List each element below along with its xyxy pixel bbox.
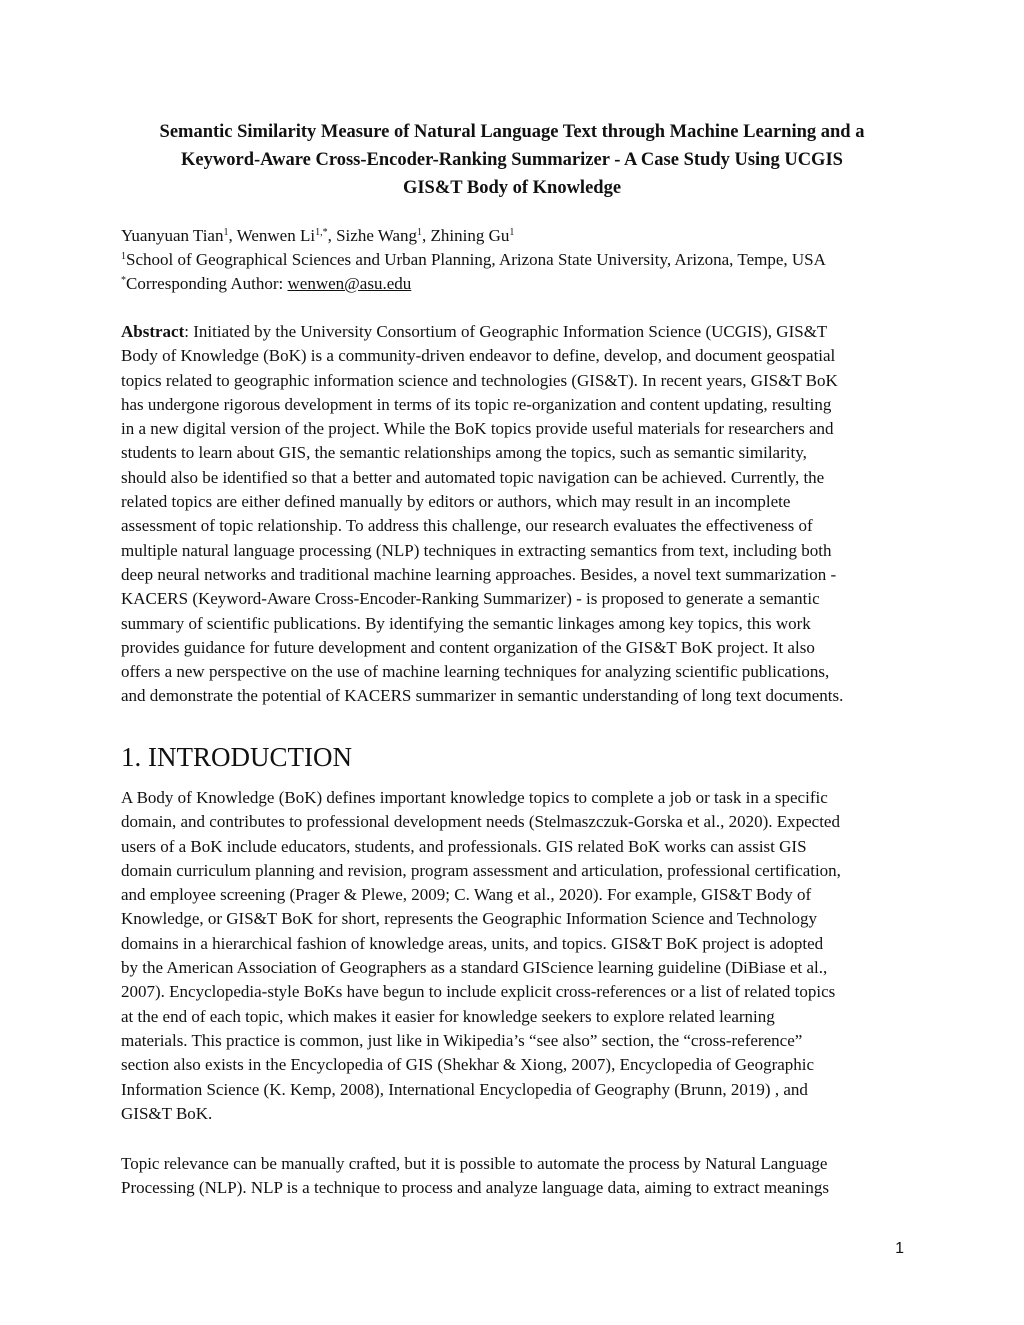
body-line: Knowledge, or GIS&T BoK for short, represents the Geographic Information Science and Technology <box>121 909 817 929</box>
body-line: users of a BoK include educators, students, and professionals. GIS related BoK works can assist GIS <box>121 836 807 856</box>
intro-paragraph-1 <box>121 786 921 1126</box>
body-line: Topic relevance can be manually crafted, but it is possible to automate the process by Natural Language <box>121 1154 828 1173</box>
abstract-line: assessment of topic relationship. To address this challenge, our research evaluates the effectiveness of <box>121 516 813 536</box>
corresponding-label: Corresponding Author: <box>126 274 288 293</box>
affiliation-marker: 1 <box>223 227 229 238</box>
body-line: at the end of each topic, which makes it easier for knowledge seekers to explore related learning <box>121 1006 775 1026</box>
body-line: Processing (NLP). NLP is a technique to process and analyze language data, aiming to extract meanings <box>121 1178 829 1198</box>
author-list <box>121 224 921 248</box>
affiliation-marker: 1 <box>417 227 423 238</box>
corresponding-marker: * <box>121 275 126 286</box>
body-line: section also exists in the Encyclopedia of GIS (Shekhar & Xiong, 2007), Encyclopedia of Geographic <box>121 1055 815 1075</box>
author-name: , Wenwen Li <box>228 226 316 245</box>
abstract-line: related topics are either defined manually by editors or authors, which may result in an incomplete <box>121 492 791 512</box>
page-number: 1 <box>895 1240 904 1257</box>
body-line: materials. This practice is common, just like in Wikipedia’s “see also” section, the “cross-reference” <box>121 1030 803 1050</box>
affiliation-marker: 1,* <box>315 227 328 238</box>
author-name: , Zhining Gu <box>422 226 510 245</box>
abstract-line: summary of scientific publications. By identifying the semantic linkages among key topics, this work <box>121 613 811 633</box>
section-heading: 1. INTRODUCTION <box>121 742 352 772</box>
title-line: GIS&T Body of Knowledge <box>402 178 622 198</box>
affiliation-text: School of Geographical Sciences and Urban Planning, Arizona State University, Arizona, Tempe, USA <box>126 250 826 269</box>
author-block <box>121 224 921 296</box>
email-link[interactable]: wenwen@asu.edu <box>287 274 412 293</box>
affiliation-marker: 1 <box>509 227 515 238</box>
intro-paragraph-2 <box>121 1152 921 1201</box>
title-line: Semantic Similarity Measure of Natural Language Text through Machine Learning and a <box>159 122 865 142</box>
abstract-line: students to learn about GIS, the semantic relationships among the topics, such as semantic similarity, <box>121 443 807 463</box>
abstract-line: has undergone rigorous development in terms of its topic re-organization and content updating, resulting <box>121 394 832 414</box>
body-line: and employee screening (Prager & Plewe, 2009; C. Wang et al., 2020). For example, GIS&T Body of <box>121 885 812 905</box>
body-line: domains in a hierarchical fashion of knowledge areas, units, and topics. GIS&T BoK project is adopted <box>121 933 824 953</box>
body-line: domain curriculum planning and revision, program assessment and articulation, professional certification, <box>121 860 841 880</box>
abstract-label: Abstract <box>121 322 185 341</box>
corresponding-author-line <box>121 272 921 296</box>
abstract-line: KACERS (Keyword-Aware Cross-Encoder-Ranking Summarizer) - is proposed to generate a semantic <box>121 589 820 609</box>
abstract-line: in a new digital version of the project. While the BoK topics provide useful materials for researchers and <box>121 419 834 439</box>
body-line: A Body of Knowledge (BoK) defines important knowledge topics to complete a job or task in a specific <box>121 788 828 807</box>
title-line: Keyword-Aware Cross-Encoder-Ranking Summarizer - A Case Study Using UCGIS <box>181 150 843 170</box>
abstract-line <box>121 320 921 344</box>
body-line: GIS&T BoK. <box>121 1103 213 1123</box>
body-line: 2007). Encyclopedia-style BoKs have begun to include explicit cross-references or a list of related topics <box>121 982 836 1002</box>
paper-title <box>100 118 924 202</box>
abstract-line: Body of Knowledge (BoK) is a community-driven endeavor to define, develop, and document geospatial <box>121 346 836 366</box>
abstract-line: provides guidance for future development and content organization of the GIS&T BoK project. It also <box>121 637 815 657</box>
body-line: Information Science (K. Kemp, 2008), International Encyclopedia of Geography (Brunn, 2019) , and <box>121 1079 808 1099</box>
author-name: Yuanyuan Tian <box>121 226 224 245</box>
abstract <box>121 320 921 709</box>
author-name: , Sizhe Wang <box>327 226 418 245</box>
abstract-text: : Initiated by the University Consortium of Geographic Information Science (UCGIS), GIS&T <box>184 322 828 341</box>
abstract-line: and demonstrate the potential of KACERS summarizer in semantic understanding of long text documents. <box>121 686 844 706</box>
body-line: by the American Association of Geographers as a standard GIScience learning guideline (DiBiase et al., <box>121 958 828 978</box>
body-line: domain, and contributes to professional development needs (Stelmaszczuk-Gorska et al., 2020). Expected <box>121 812 840 832</box>
abstract-line: offers a new perspective on the use of machine learning techniques for analyzing scientific publications, <box>121 662 830 682</box>
affiliation-marker: 1 <box>121 251 126 262</box>
abstract-line: topics related to geographic information science and technologies (GIS&T). In recent years, GIS&T BoK <box>121 370 838 390</box>
affiliation-line <box>121 248 921 272</box>
abstract-line: deep neural networks and traditional machine learning approaches. Besides, a novel text summarization - <box>121 564 837 584</box>
abstract-line: multiple natural language processing (NLP) techniques in extracting semantics from text, including both <box>121 540 832 560</box>
abstract-line: should also be identified so that a better and automated topic navigation can be achieved. Currently, the <box>121 467 825 487</box>
